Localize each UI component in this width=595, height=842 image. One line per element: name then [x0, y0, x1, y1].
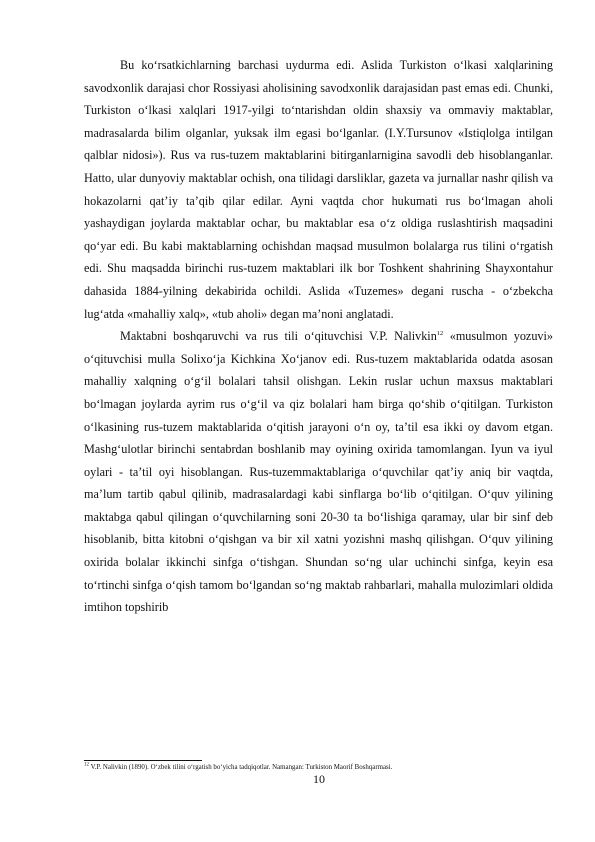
footnote-separator [84, 760, 202, 761]
footnote-reference: 12 [436, 330, 444, 338]
footnote-text: V.P. Nalivkin (1890). O‘zbek tilini o‘rgatish bo‘yicha tadqiqotlar. Namangan: Turkiston Maorif Boshqarmasi. [89, 764, 393, 771]
footnote-number: 12 [84, 762, 89, 768]
page-number: 10 [313, 772, 325, 786]
footnote [84, 763, 554, 772]
paragraph-2 [84, 325, 553, 619]
paragraph-2-start: Maktabni boshqaruvchi va rus tili o‘qituvchisi V.P. Nalivkin [120, 329, 437, 344]
paragraph-2-rest: «musulmon yozuvi» o‘qituvchisi mulla Solixo‘ja Kichkina Xo‘janov edi. Rus-tuzem maktablarida odatda asosan mahalliy xalqning o‘g‘il bolalari tahsil olishgan. Lekin ruslar uchun maxsus maktablari bo‘lmagan joylarda ayrim rus o‘g‘il va qiz bolalari ham birga qo‘shib o‘qitilgan. Turkiston o‘lkasining rus-tuzem maktablarida o‘qitish jarayoni o‘n oy, ta’til esa ikki oy davom etgan. Mashg‘ulotlar birinchi sentabrdan boshlanib may oyining oxirida tamomlangan. Iyun va iyul oylari - ta’til oyi hisoblangan. Rus-tuzemmaktablariga o‘quvchilar qat’iy aniq bir vaqtda, ma’lum tartib qabul qilinib, madrasalardagi kabi sinflarga bo‘lib o‘qitilgan. O‘quv yilining maktabga qabul qilingan o‘quvchilarning soni 20-30 ta bo‘lishiga qaramay, ular bir sinf deb hisoblanib, bitta kitobni o‘qishgan va bir xil xatni yozishni mashq qilishgan. O‘quv yilining oxirida bolalar ikkinchi sinfga o‘tishgan. Shundan so‘ng ular uchinchi sinfga, keyin esa to‘rtinchi sinfga o‘qish tamom bo‘lgandan so‘ng maktab rahbarlari, mahalla mulozimlari oldida imtihon topshirib [84, 329, 553, 615]
body-text [84, 54, 553, 619]
paragraph-1: Bu ko‘rsatkichlarning barchasi uydurma edi. Aslida Turkiston o‘lkasi xalqlarining savodxonlik darajasi chor Rossiyasi aholisining savodxonlik darajasidan past emas edi. Chunki, Turkiston o‘lkasi xalqlari 1917-yilgi to‘ntarishdan oldin shaxsiy va ommaviy maktablar, madrasalarda bilim olganlar, yuksak ilm egasi bo‘lganlar. (I.Y.Tursunov «Istiqlolga intilgan qalblar nidosi»). Rus va rus-tuzem maktablarini bitirganlarnigina savodli deb hisoblanganlar. Hatto, ular dunyoviy maktablar ochish, ona tilidagi darsliklar, gazeta va jurnallar nashr qilish va hokazolarni qat’iy ta’qib qilar edilar. Ayni vaqtda chor hukumati rus bo‘lmagan aholi yashaydigan joylarda maktablar ochar, bu maktablar esa o‘z oldiga ruslashtirish maqsadini qo‘yar edi. Bu kabi maktablarning ochishdan maqsad musulmon bolalarga rus tilini o‘rgatish edi. Shu maqsadda birinchi rus-tuzem maktablari ilk bor Toshkent shahrining Shayxontahur dahasida 1884-yilning dekabirida ochildi. Aslida «Tuzemes» degani ruscha - o‘zbekcha lug‘atda «mahalliy xalq», «tub aholi» degan ma’noni anglatadi. [84, 58, 553, 321]
